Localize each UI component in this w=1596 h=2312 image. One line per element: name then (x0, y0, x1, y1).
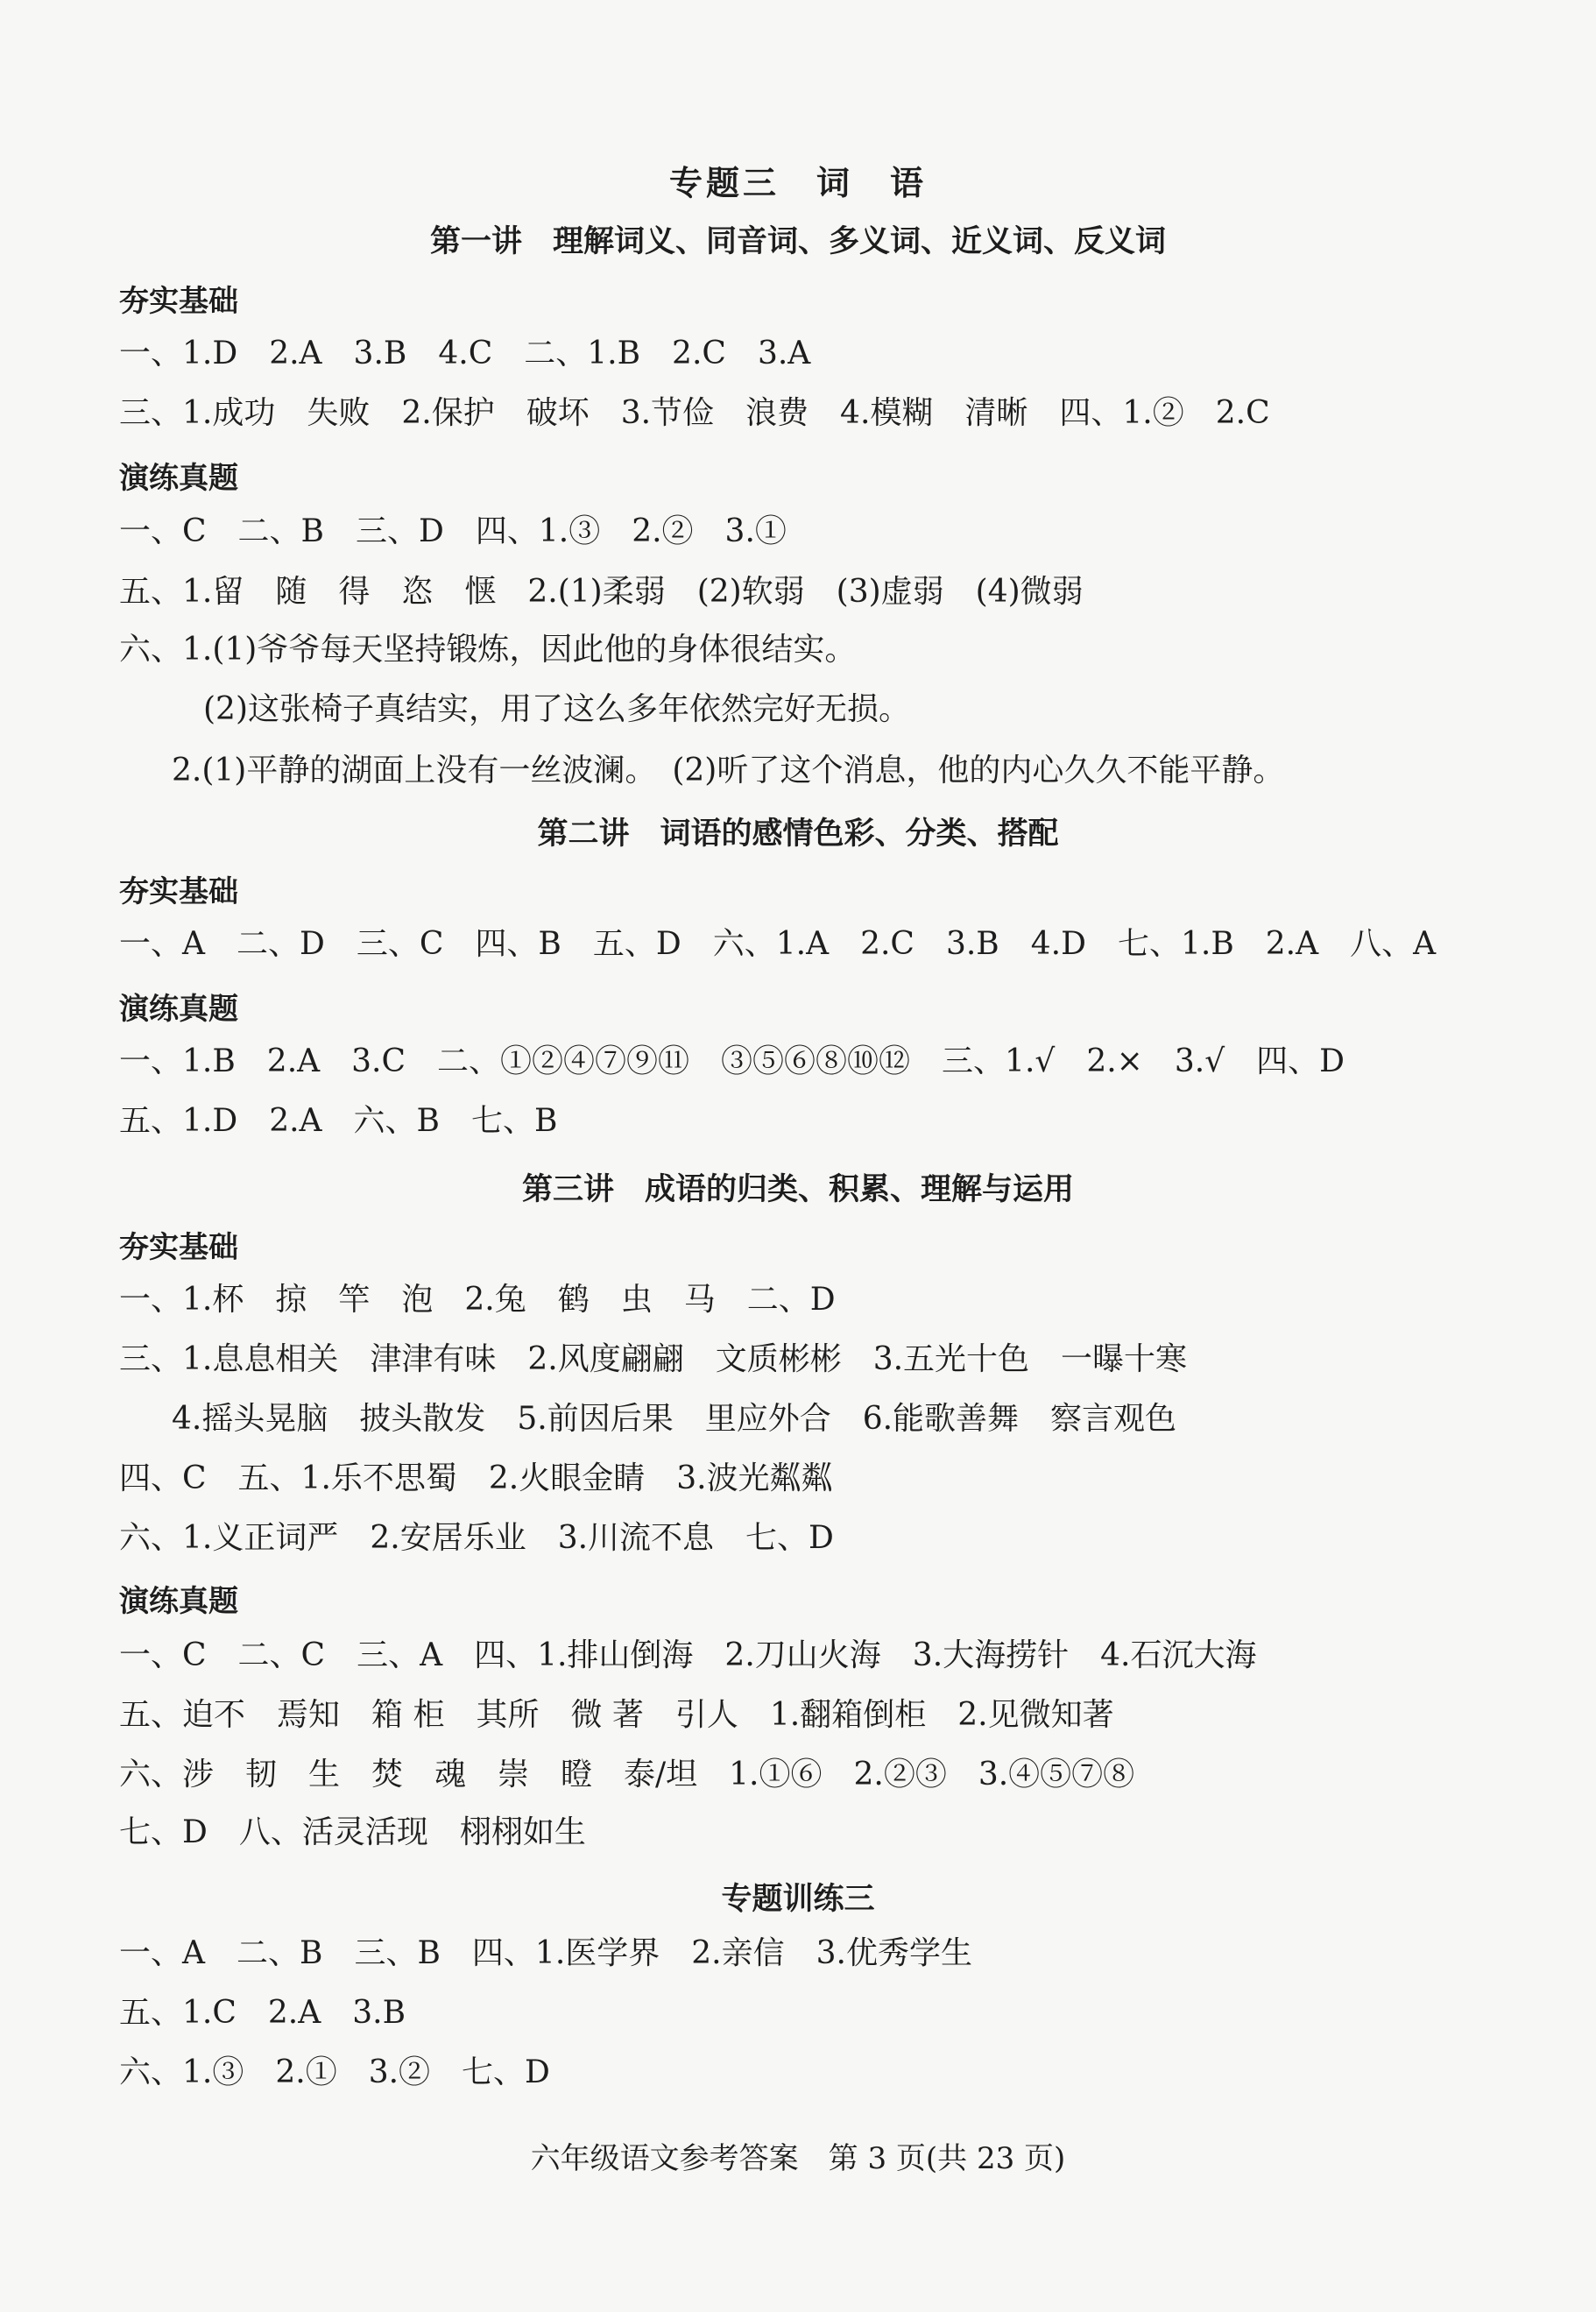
answer-line: 五、1.C 2.A 3.B (119, 1995, 406, 2031)
lecture-3-basic-label: 夯实基础 (119, 1230, 238, 1265)
page-footer: 六年级语文参考答案 第 3 页(共 23 页) (530, 2141, 1066, 2176)
answer-line: 一、1.D 2.A 3.B 4.C 二、1.B 2.C 3.A (119, 336, 811, 371)
lecture-2-heading: 第二讲 词语的感情色彩、分类、搭配 (537, 817, 1059, 852)
lecture-1-practice-label: 演练真题 (119, 461, 238, 496)
answer-line: 三、1.息息相关 津津有味 2.风度翩翩 文质彬彬 3.五光十色 一曝十寒 (119, 1341, 1188, 1377)
answer-line: 五、1.D 2.A 六、B 七、B (119, 1103, 558, 1139)
answer-line: 一、A 二、D 三、C 四、B 五、D 六、1.A 2.C 3.B 4.D 七、1.B 2.A 八、A (119, 926, 1437, 962)
answer-line: 一、A 二、B 三、B 四、1.医学界 2.亲信 3.优秀学生 (119, 1935, 972, 1971)
lecture-3-practice-label: 演练真题 (119, 1584, 238, 1619)
answer-line: 六、1.③ 2.① 3.② 七、D (119, 2054, 550, 2090)
answer-line: 七、D 八、活灵活现 栩栩如生 (119, 1814, 586, 1850)
lecture-2-practice-label: 演练真题 (119, 992, 238, 1027)
answer-line: 五、1.留 随 得 恣 惬 2.(1)柔弱 (2)软弱 (3)虚弱 (4)微弱 (119, 574, 1084, 610)
answer-line: 一、1.B 2.A 3.C 二、①②④⑦⑨⑪ ③⑤⑥⑧⑩⑫ 三、1.√ 2.× 3.√ 四、D (119, 1043, 1345, 1079)
answer-line: 六、1.(1)爷爷每天坚持锻炼，因此他的身体很结实。 (119, 632, 857, 668)
answer-line: 三、1.成功 失败 2.保护 破坏 3.节俭 浪费 4.模糊 清晰 四、1.② 2.C (119, 395, 1270, 431)
lecture-3-heading: 第三讲 成语的归类、积累、理解与运用 (521, 1172, 1074, 1207)
answer-line: 一、C 二、C 三、A 四、1.排山倒海 2.刀山火海 3.大海捞针 4.石沉大海 (119, 1637, 1257, 1673)
answer-line: 4.摇头晃脑 披头散发 5.前因后果 里应外合 6.能歌善舞 察言观色 (172, 1401, 1177, 1437)
page-title: 专题三 词 语 (668, 164, 927, 202)
answer-line: 六、1.义正词严 2.安居乐业 3.川流不息 七、D (119, 1520, 834, 1556)
answer-line: 一、C 二、B 三、D 四、1.③ 2.② 3.① (119, 513, 787, 549)
answer-line: 六、涉 韧 生 焚 魂 崇 瞪 泰/坦 1.①⑥ 2.②③ 3.④⑤⑦⑧ (119, 1757, 1135, 1792)
answer-line: 2.(1)平静的湖面上没有一丝波澜。 (2)听了这个消息，他的内心久久不能平静。 (172, 753, 1285, 788)
training-heading: 专题训练三 (721, 1882, 875, 1917)
answer-line: (2)这张椅子真结实，用了这么多年依然完好无损。 (203, 691, 910, 727)
lecture-2-basic-label: 夯实基础 (119, 874, 238, 909)
answer-line: 一、1.杯 掠 竿 泡 2.兔 鹤 虫 马 二、D (119, 1282, 836, 1318)
lecture-1-heading: 第一讲 理解词义、同音词、多义词、近义词、反义词 (429, 224, 1166, 259)
answer-line: 四、C 五、1.乐不思蜀 2.火眼金睛 3.波光粼粼 (119, 1460, 833, 1496)
answer-line: 五、迫不 焉知 箱 柜 其所 微 著 引人 1.翻箱倒柜 2.见微知著 (119, 1697, 1114, 1733)
lecture-1-basic-label: 夯实基础 (119, 284, 238, 319)
